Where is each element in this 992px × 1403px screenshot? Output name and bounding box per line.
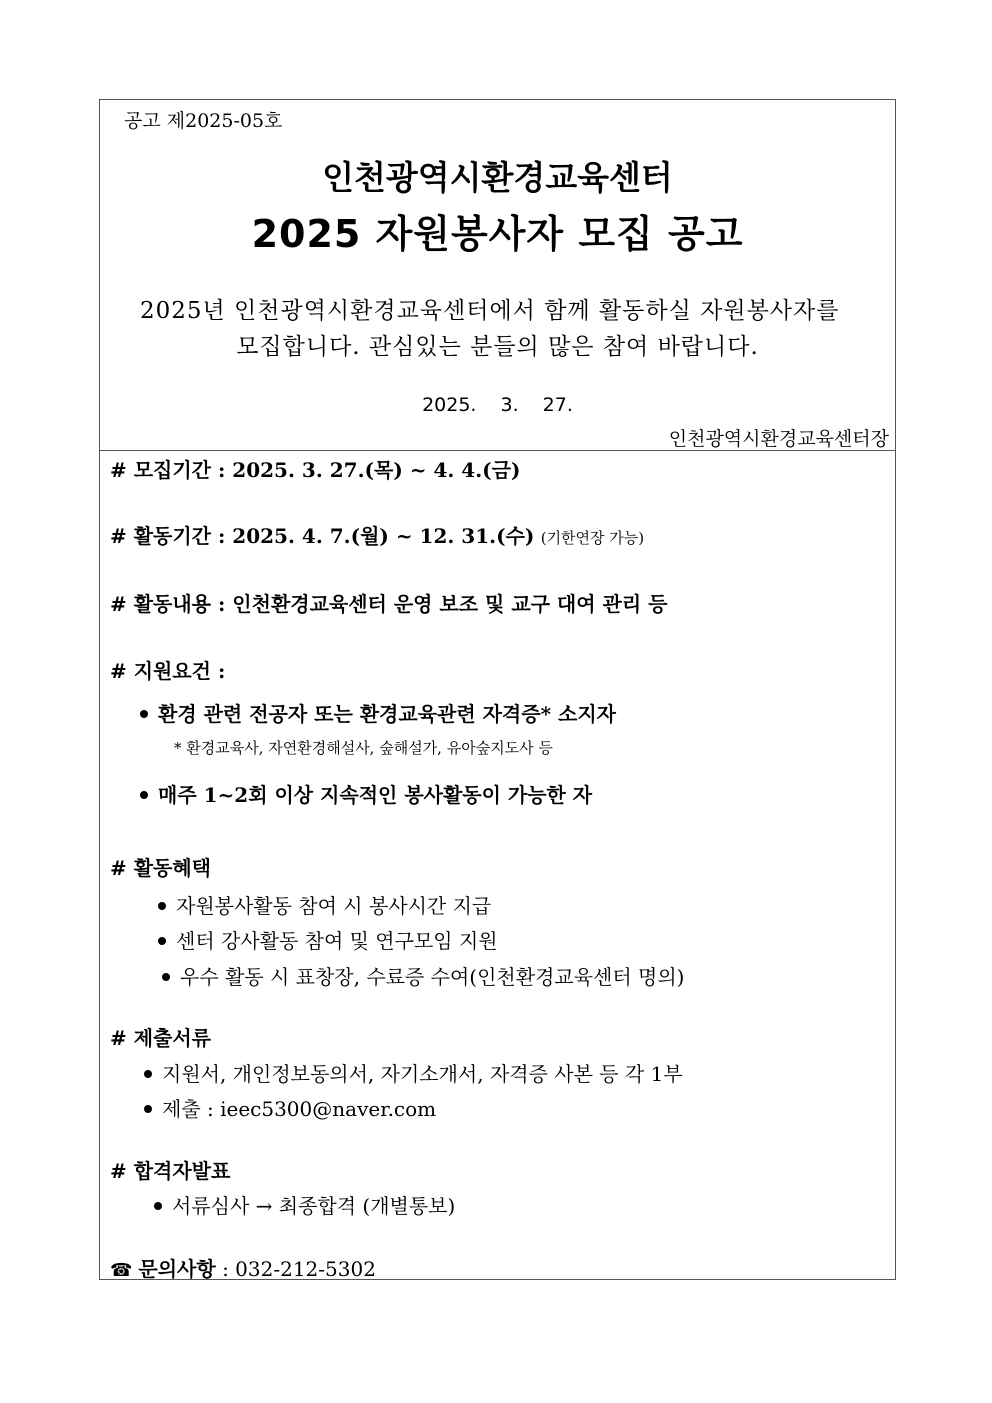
notice-number: 공고 제2025-05호 <box>124 110 283 132</box>
announce-heading: # 합격자발표 <box>110 1159 231 1183</box>
benefit-item: 자원봉사활동 참여 시 봉사시간 지급 <box>158 890 491 919</box>
benefit-item: 센터 강사활동 참여 및 연구모임 지원 <box>158 925 498 954</box>
notice-date: 2025. 3. 27. <box>422 394 573 416</box>
notice-frame <box>99 99 896 1280</box>
bullet-icon <box>144 1070 152 1078</box>
intro-line-2: 모집합니다. 관심있는 분들의 많은 참여 바랍니다. <box>236 334 759 360</box>
issuer-name: 인천광역시환경교육센터장 <box>668 428 889 450</box>
requirements-heading: # 지원요건 : <box>110 659 226 683</box>
requirement-item: 환경 관련 전공자 또는 환경교육관련 자격증* 소지자 <box>140 698 616 727</box>
activity-period: # 활동기간 : 2025. 4. 7.(월) ~ 12. 31.(수) (기한연장 가능) <box>110 524 645 548</box>
bullet-icon <box>162 973 170 981</box>
document-item: 지원서, 개인정보동의서, 자기소개서, 자격증 사본 등 각 1부 <box>144 1058 683 1087</box>
benefit-item: 우수 활동 시 표창장, 수료증 수여(인천환경교육센터 명의) <box>162 961 684 990</box>
bullet-icon <box>158 937 166 945</box>
requirement-note: * 환경교육사, 자연환경해설사, 숲해설가, 유아숲지도사 등 <box>174 739 553 757</box>
intro-line-1: 2025년 인천광역시환경교육센터에서 함께 활동하실 자원봉사자를 <box>140 298 840 324</box>
benefits-heading: # 활동혜택 <box>110 856 212 880</box>
bullet-icon <box>140 710 148 718</box>
bullet-icon <box>144 1105 152 1113</box>
recruit-period: # 모집기간 : 2025. 3. 27.(목) ~ 4. 4.(금) <box>110 458 521 482</box>
title-organization: 인천광역시환경교육센터 <box>322 158 673 197</box>
document-submit: 제출 : ieec5300@naver.com <box>144 1093 436 1122</box>
announce-item: 서류심사 → 최종합격 (개별통보) <box>154 1190 455 1219</box>
documents-heading: # 제출서류 <box>110 1026 212 1050</box>
activity-content: # 활동내용 : 인천환경교육센터 운영 보조 및 교구 대여 관리 등 <box>110 592 668 616</box>
contact-label: 문의사항 <box>138 1257 216 1281</box>
bullet-icon <box>154 1202 162 1210</box>
bullet-icon <box>158 902 166 910</box>
header-divider <box>100 450 895 451</box>
contact-value: : 032-212-5302 <box>222 1257 376 1281</box>
requirement-item: 매주 1~2회 이상 지속적인 봉사활동이 가능한 자 <box>140 779 592 808</box>
contact-line <box>110 1253 376 1282</box>
bullet-icon <box>140 791 148 799</box>
activity-period-note: (기한연장 가능) <box>540 529 645 547</box>
title-announcement: 2025 자원봉사자 모집 공고 <box>251 212 744 256</box>
phone-icon: ☎ <box>110 1260 133 1281</box>
